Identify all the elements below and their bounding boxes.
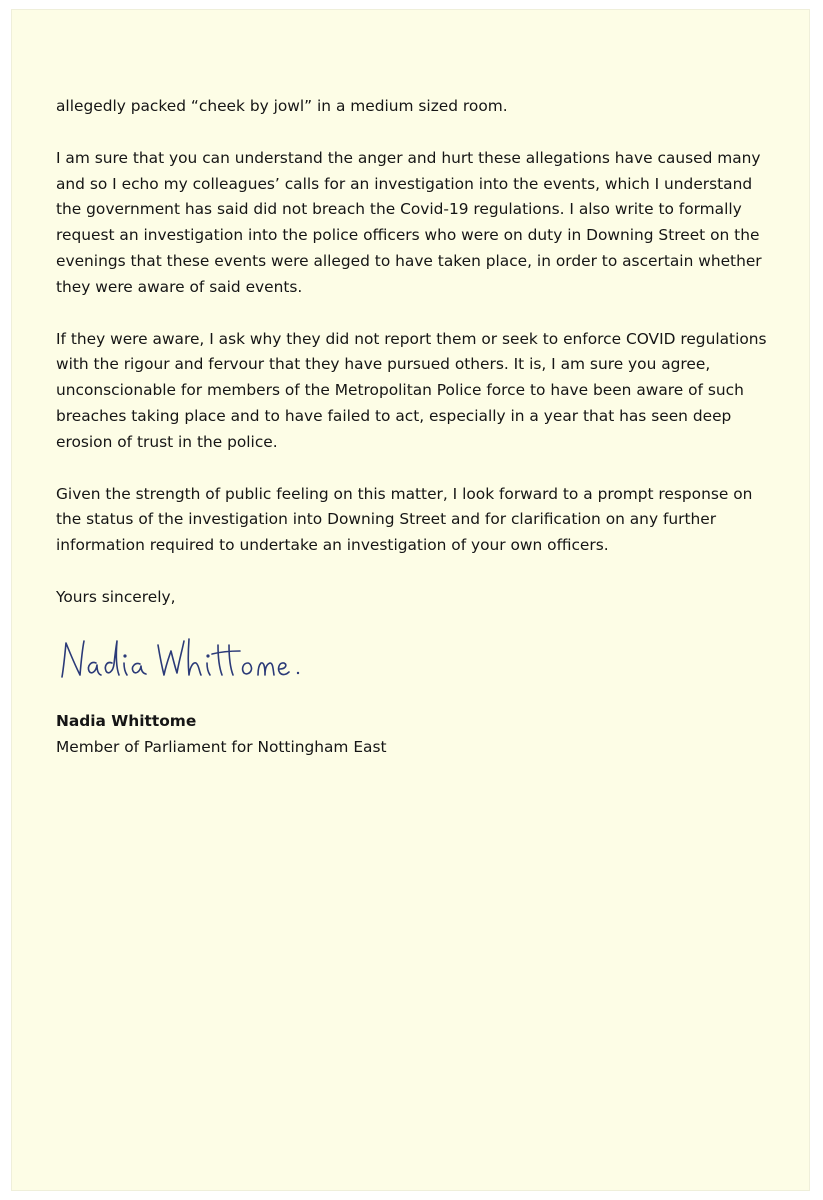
signatory-title: Member of Parliament for Nottingham East [56,737,387,756]
letter-body [56,94,776,760]
paragraph-3: If they were aware, I ask why they did not report them or seek to enforce COVID regulations with the rigour and fervour that they have pursued others. It is, I am sure you agree, unconscionable for members of the Metropolitan Police force to have been aware of such breaches taking place and to have failed to act, especially in a year that has seen deep erosion of trust in the police. [56,329,767,451]
signatory-name: Nadia Whittome [56,711,197,730]
paragraph-2: I am sure that you can understand the anger and hurt these allegations have caused many and so I echo my colleagues’ calls for an investigation into the events, which I understand the government has said did not breach the Covid-19 regulations. I also write to formally request an investigation into the police officers who were on duty in Downing Street on the evenings that these events were alleged to have taken place, in order to ascertain whether they were aware of said events. [56,148,762,296]
paragraph-4: Given the strength of public feeling on this matter, I look forward to a prompt response on the status of the investigation into Downing Street and for clarification on any further information required to undertake an investigation of your own officers. [56,484,753,555]
closing-line: Yours sincerely, [56,587,176,606]
letter-page [12,10,809,1190]
handwritten-signature [58,631,308,689]
paragraph-1: allegedly packed “cheek by jowl” in a medium sized room. [56,97,508,115]
